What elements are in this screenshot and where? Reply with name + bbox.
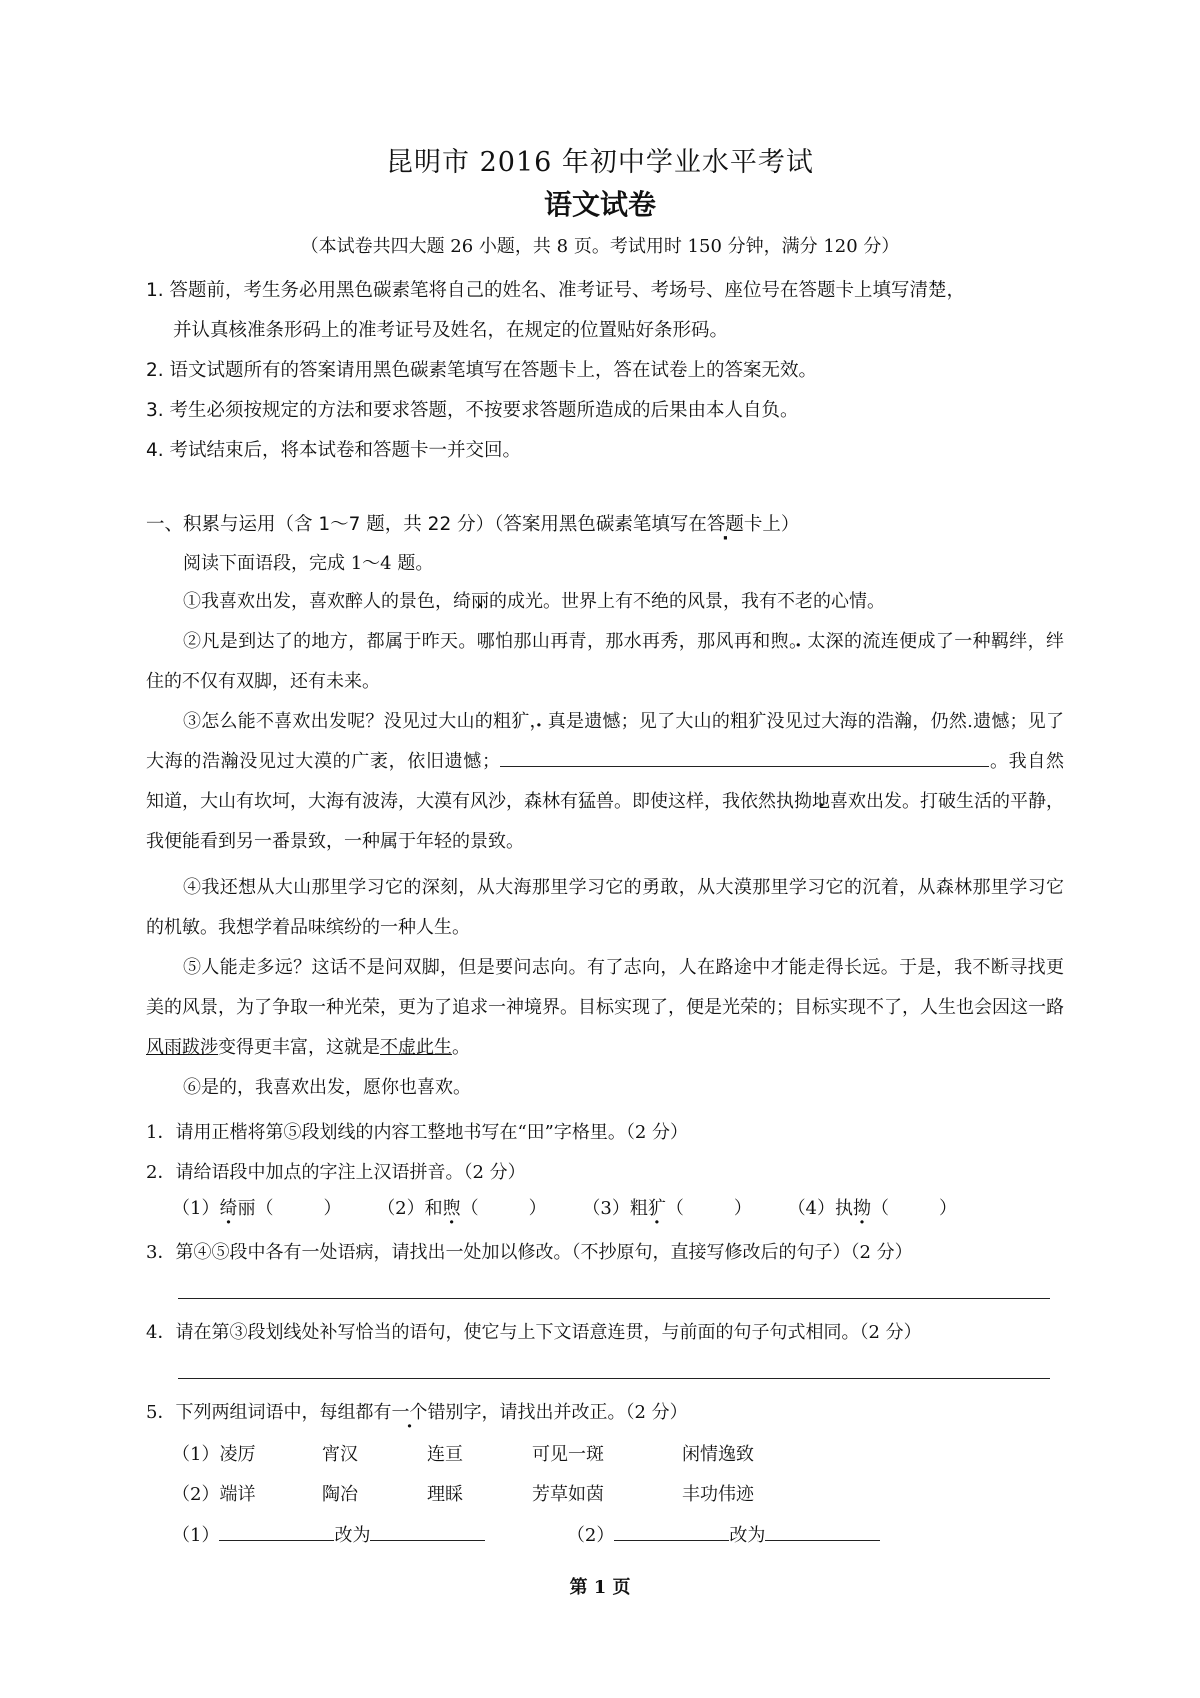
fill-blank[interactable] (819, 746, 989, 767)
exam-subtitle: （本试卷共四大题 26 小题，共 8 页。考试用时 150 分钟，满分 120 分） (300, 236, 900, 257)
fill-blank[interactable] (500, 746, 850, 767)
question-1: 1．请用正楷将第⑤段划线的内容工整地书写在“田”字格里。（2 分） (146, 1122, 689, 1143)
question-5: 5．下列两组词语中，每组都有一个错别字，请找出并改正。（2 分） (146, 1402, 688, 1423)
note-1-cont: 并认真核准条形码上的准考证号及姓名，在规定的位置贴好条形码。 (173, 320, 729, 341)
answer-blank[interactable] (614, 1520, 729, 1541)
dotted-char: 拗 · (794, 791, 812, 812)
answer-blank[interactable] (219, 1520, 334, 1541)
note-2: 2. 语文试题所有的答案请用黑色碳素笔填写在答题卡上，答在试卷上的答案无效。 (146, 360, 818, 381)
answer-blank[interactable] (370, 1520, 485, 1541)
answer-blank[interactable] (765, 1520, 880, 1541)
underlined-phrase: 不虚此生 (380, 1037, 452, 1058)
exam-title: 昆明市 2016 年初中学业水平考试 (386, 147, 814, 178)
note-1: 1. 答题前，考生务必用黑色碳素笔将自己的姓名、准考证号、考场号、座位号在答题卡上填写清楚， (146, 280, 966, 301)
underlined-phrase: 风雨跋涉 (146, 1037, 218, 1058)
section-heading-dotted: 答题 (706, 514, 744, 535)
note-4: 4. 考试结束后，将本试卷和答题卡一并交回。 (146, 440, 522, 461)
question-2: 2．请给语段中加点的字注上汉语拼音。（2 分） (146, 1162, 526, 1183)
question-4: 4．请在第③段划线处补写恰当的语句，使它与上下文语意连贯，与前面的句子句式相同。（2 分） (146, 1322, 922, 1343)
note-3: 3. 考生必须按规定的方法和要求答题，不按要求答题所造成的后果由本人自负。 (146, 400, 799, 421)
passage-p3: ③怎么能不喜欢出发呢？没见过大山的粗犷 ·，真是遗憾；见了大山的粗犷没见过大海的浩瀚，仍然.遗憾；见了大海的浩瀚没见过大漠的广袤，依旧遗憾； 。我自然知道，大山有坎坷，大海有波涛，大漠有风沙，森林有猛兽。即使这样，我依然执拗 ·地喜欢出发。打破生活的平静，我便能看到另一番景致，一种属于年轻的景致。 (146, 702, 1064, 862)
question-3: 3．第④⑤段中各有一处语病，请找出一处加以修改。（不抄原句，直接写修改后的句子）（2 分） (146, 1242, 913, 1263)
passage-p1: ①我喜欢出发，喜欢醉人的景色，绮 ·丽的成光。世界上有不绝的风景，我有不老的心情。 (146, 582, 1064, 622)
answer-line-q4[interactable] (178, 1378, 1050, 1379)
passage-p4: ④我还想从大山那里学习它的深刻，从大海那里学习它的勇敢，从大漠那里学习它的沉着，从森林那里学习它的机敏。我想学着品味缤纷的一种人生。 (146, 877, 1064, 938)
dotted-char: 犷 · (511, 711, 529, 732)
passage-p5: ⑤人能走多远？这话不是问双脚，但是要问志向。有了志向，人在路途中才能走得长远。于是，我不断寻找更美的风景，为了争取一种光荣，更为了追求一神境界。目标实现了，便是光荣的；目标实现不了，人生也会因这一路风雨跋涉变得更丰富，这就是不虚此生。 (146, 957, 1064, 1058)
q5-row-1: （1）凌厉 宵汉 连亘 可见一斑 闲情逸致 (172, 1444, 754, 1465)
passage-p2: ②凡是到达了的地方，都属于昨天。哪怕那山再青，那水再秀，那风再和煦 ·。太深的流连便成了一种羁绊，绊住的不仅有双脚，还有未来。 (146, 622, 1064, 702)
q5-answer-row: （1） 改为 （2） 改为 (172, 1520, 880, 1547)
dotted-phrase: 一个 (391, 1402, 428, 1423)
passage-intro: 阅读下面语段，完成 1～4 题。 (183, 553, 434, 574)
subject-title: 语文试卷 (543, 188, 656, 221)
answer-line-q3[interactable] (178, 1298, 1050, 1299)
section-heading-text: 一、积累与运用（含 1～7 题，共 22 分）（答案用黑色碳素笔填写在 (146, 514, 707, 535)
q5-row-2: （2）端详 陶冶 理睬 芳草如茵 丰功伟迹 (172, 1484, 754, 1505)
dotted-char: 煦 · (771, 631, 789, 652)
section-heading (146, 510, 799, 536)
page-number: 第 1 页 (569, 1577, 631, 1598)
passage-p6: ⑥是的，我喜欢出发，愿你也喜欢。 (183, 1077, 471, 1098)
question-2-items: （1）绮丽（ ） （2）和煦（ ） （3）粗犷（ ） （4）执拗（ ） (172, 1198, 958, 1219)
section-heading-tail: 卡上） (743, 514, 800, 535)
dotted-char: 绮 · (453, 591, 471, 612)
